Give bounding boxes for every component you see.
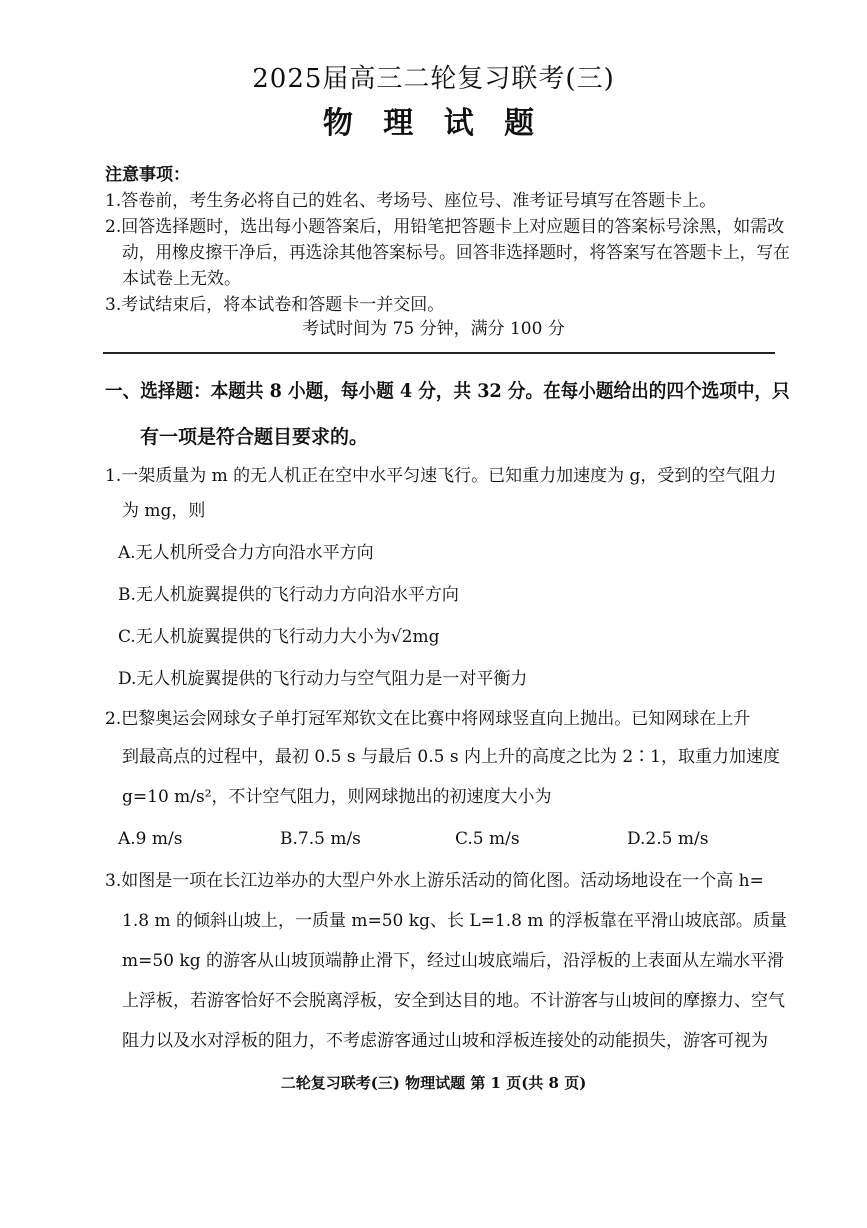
q3-stem-line5: 阻力以及水对浮板的阻力，不考虑游客通过山坡和浮板连接处的动能损失，游客可视为 bbox=[122, 1031, 768, 1051]
notice-line-1: 1.答卷前，考生务必将自己的姓名、考场号、座位号、准考证号填写在答题卡上。 bbox=[105, 191, 717, 211]
q3-stem-line3: m=50 kg 的游客从山坡顶端静止滑下，经过山坡底端后，沿浮板的上表面从左端水平滑 bbox=[122, 951, 784, 971]
q1-option-c: C.无人机旋翼提供的飞行动力大小为√2mg bbox=[118, 627, 440, 647]
q2-option-a: A.9 m/s bbox=[118, 829, 183, 849]
q2-option-b: B.7.5 m/s bbox=[280, 829, 361, 849]
notice-heading: 注意事项： bbox=[105, 165, 190, 185]
notice-line-5: 3.考试结束后，将本试卷和答题卡一并交回。 bbox=[105, 295, 445, 315]
q2-option-c: C.5 m/s bbox=[455, 829, 520, 849]
notice-line-2: 2.回答选择题时，选出每小题答案后，用铅笔把答题卡上对应题目的答案标号涂黑，如需改 bbox=[105, 217, 785, 237]
q1-option-a: A.无人机所受合力方向沿水平方向 bbox=[118, 543, 374, 563]
q3-stem-line1: 3.如图是一项在长江边举办的大型户外水上游乐活动的简化图。活动场地设在一个高 h= bbox=[105, 871, 764, 891]
q2-stem-line1: 2.巴黎奥运会网球女子单打冠军郑钦文在比赛中将网球竖直向上抛出。已知网球在上升 bbox=[105, 709, 751, 729]
notice-line-3: 动，用橡皮擦干净后，再选涂其他答案标号。回答非选择题时，将答案写在答题卡上，写在 bbox=[122, 243, 790, 263]
q1-stem-line1: 1.一架质量为 m 的无人机正在空中水平匀速飞行。已知重力加速度为 g，受到的空气阻力 bbox=[105, 466, 777, 486]
notice-line-4: 本试卷上无效。 bbox=[122, 269, 241, 289]
section1-heading-line2: 有一项是符合题目要求的。 bbox=[140, 426, 369, 448]
divider-rule bbox=[103, 352, 775, 354]
q2-stem-line2: 到最高点的过程中，最初 0.5 s 与最后 0.5 s 内上升的高度之比为 2∶1，取重力加速度 bbox=[122, 747, 780, 767]
section1-heading-line1: 一、选择题：本题共 8 小题，每小题 4 分，共 32 分。在每小题给出的四个选项中，只 bbox=[105, 380, 790, 402]
q1-option-d: D.无人机旋翼提供的飞行动力与空气阻力是一对平衡力 bbox=[118, 669, 528, 689]
subject-title: 物 理 试 题 bbox=[322, 106, 545, 141]
exam-title: 2025届高三二轮复习联考(三) bbox=[252, 64, 615, 94]
page-footer: 二轮复习联考(三) 物理试题 第 1 页(共 8 页) bbox=[280, 1074, 587, 1092]
q2-option-d: D.2.5 m/s bbox=[627, 829, 709, 849]
exam-info: 考试时间为 75 分钟，满分 100 分 bbox=[302, 319, 565, 339]
q3-stem-line4: 上浮板，若游客恰好不会脱离浮板，安全到达目的地。不计游客与山坡间的摩擦力、空气 bbox=[122, 991, 785, 1011]
q1-stem-line2: 为 mg，则 bbox=[122, 501, 206, 521]
q2-stem-line3: g=10 m/s²，不计空气阻力，则网球抛出的初速度大小为 bbox=[122, 787, 552, 807]
q1-option-b: B.无人机旋翼提供的飞行动力方向沿水平方向 bbox=[118, 585, 459, 605]
q3-stem-line2: 1.8 m 的倾斜山坡上，一质量 m=50 kg、长 L=1.8 m 的浮板靠在平滑山坡底部。质量 bbox=[122, 911, 787, 931]
